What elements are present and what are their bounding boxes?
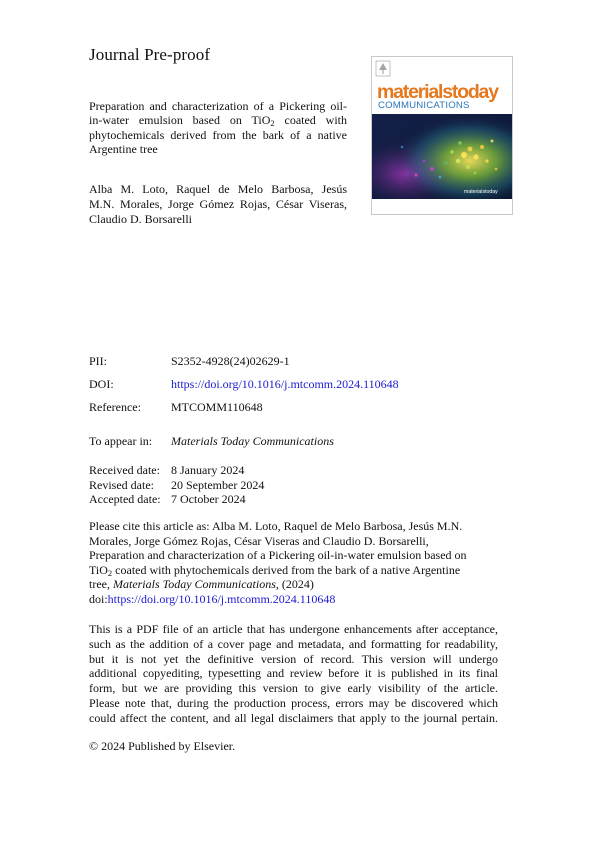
notice-line-1: This is a PDF file of an article that has undergone enhancements after acceptance, <box>89 622 498 636</box>
reference-label: Reference: <box>89 400 141 414</box>
notice-line-5: form, but we are providing this version to give early visibility of the article. <box>89 681 498 696</box>
article-title <box>89 99 347 157</box>
notice-line-2: such as the addition of a cover page and metadata, and formatting for readability, <box>89 636 498 651</box>
received-date-label: Received date: <box>89 463 160 477</box>
revised-date-value: 20 September 2024 <box>171 477 265 492</box>
pre-proof-notice <box>89 622 498 726</box>
notice-line-4: additional copyediting, typesetting and review before it is published in its final <box>89 666 498 681</box>
revised-date-label: Revised date: <box>89 477 154 492</box>
author-line-3: Claudio D. Borsarelli <box>89 212 192 226</box>
accepted-date-label: Accepted date: <box>89 492 161 506</box>
citation-line-2: Morales, Jorge Gómez Rojas, César Viseras and Claudio D. Borsarelli, <box>89 533 429 548</box>
pii-label: PII: <box>89 354 107 368</box>
citation-block <box>89 519 499 607</box>
doi-link[interactable]: https://doi.org/10.1016/j.mtcomm.2024.110648 <box>171 377 399 391</box>
elsevier-tree-icon <box>376 61 390 76</box>
citation-journal: Materials Today Communications, <box>112 577 279 592</box>
cover-brand-main: materialstoday <box>377 81 498 103</box>
doi-label: DOI: <box>89 377 114 391</box>
notice-line-3: but it is not yet the definitive version of record. This version will undergo <box>89 651 498 666</box>
title-line-2: in-water emulsion based on TiO$_2$ coated with <box>89 113 347 129</box>
author-line-2: M.N. Morales, Jorge Gómez Rojas, César Viseras, <box>89 197 347 211</box>
citation-line-1: Please cite this article as: Alba M. Loto, Raquel de Melo Barbosa, Jesús M.N. <box>89 519 463 533</box>
journal-name: Materials Today Communications <box>171 434 334 448</box>
received-date-value: 8 January 2024 <box>171 463 245 477</box>
citation-line-3: Preparation and characterization of a Pickering oil-in-water emulsion based on <box>89 548 467 563</box>
title-line-1: Preparation and characterization of a Pickering oil- <box>89 99 347 113</box>
notice-line-6: Please note that, during the production process, errors may be discovered which <box>89 695 498 710</box>
notice-line-7: could affect the content, and all legal disclaimers that apply to the journal pertain. <box>89 710 498 725</box>
appear-in-label: To appear in: <box>89 434 153 448</box>
accepted-date-value: 7 October 2024 <box>171 492 246 506</box>
title-line-3: phytochemicals derived from the bark of a native <box>89 127 347 142</box>
journal-cover-image <box>371 56 513 215</box>
cover-brand-sub: COMMUNICATIONS <box>378 100 470 111</box>
journal-pre-proof-label: Journal Pre-proof <box>89 45 211 64</box>
author-line-1: Alba M. Loto, Raquel de Melo Barbosa, Jesús <box>89 182 347 196</box>
title-line-4: Argentine tree <box>89 142 158 157</box>
citation-doi-link[interactable]: https://doi.org/10.1016/j.mtcomm.2024.110648 <box>107 591 336 606</box>
reference-value: MTCOMM110648 <box>171 400 263 414</box>
citation-line-4: TiO$_2$ coated with phytochemicals derived from the bark of a native Argentine <box>89 562 461 578</box>
citation-line-5: tree, Materials Today Communications, (2024) <box>89 577 314 592</box>
pii-value: S2352-4928(24)02629-1 <box>171 354 290 368</box>
citation-line-6: doi:https://doi.org/10.1016/j.mtcomm.2024.110648 <box>89 591 336 606</box>
copyright-notice: © 2024 Published by Elsevier. <box>89 739 236 753</box>
author-list <box>89 182 347 227</box>
cover-footer-brand: materialstoday <box>464 189 498 195</box>
